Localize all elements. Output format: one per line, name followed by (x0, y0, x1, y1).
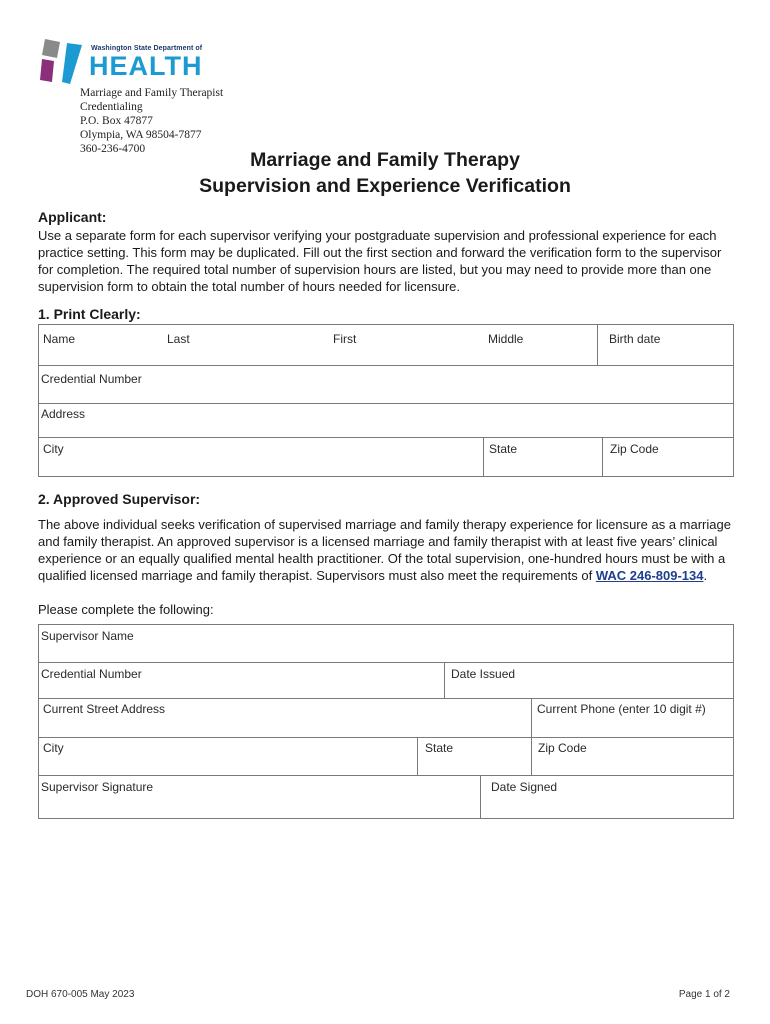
form-title-line2: Supervision and Experience Verification (199, 175, 571, 197)
supervisor-instructions-text: The above individual seeks verification of supervised marriage and family therapy experience for licensure as a marriage and family therapist. An approved supervisor is a licensed marriage and family therapist with at least five years’ clinical experience or an equally qualified mental health practitioner. Of the total supervision, one-hundred hours must be with a qualified licensed marriage and family therapist. Supervisors must also meet the requirements of (38, 517, 731, 583)
birth-date-label: Birth date (609, 332, 661, 346)
credential-row[interactable] (39, 365, 733, 404)
supervisor-info-form (38, 624, 734, 819)
supervisor-city-row[interactable] (39, 737, 733, 776)
address-line: Olympia, WA 98504-7877 (80, 129, 202, 141)
state-label: State (489, 442, 518, 456)
divider (480, 776, 481, 819)
name-label: Name (43, 332, 76, 346)
city-row[interactable] (39, 437, 733, 477)
form-id: DOH 670-005 May 2023 (26, 989, 135, 1000)
please-complete-text: Please complete the following: (38, 602, 214, 617)
form-title-line1: Marriage and Family Therapy (250, 149, 520, 171)
org-small-name: Washington State Department of (91, 45, 203, 52)
supervisor-name-label: Supervisor Name (41, 629, 134, 643)
supervisor-name-row[interactable] (39, 625, 733, 662)
supervisor-state-label: State (425, 741, 454, 755)
section1-heading: 1. Print Clearly: (38, 306, 141, 322)
divider (444, 663, 445, 699)
address-line: P.O. Box 47877 (80, 115, 153, 127)
divider (417, 738, 418, 776)
supervisor-credential-label: Credential Number (41, 667, 142, 681)
applicant-instructions: Use a separate form for each supervisor verifying your postgraduate supervision and professional experience for each practice setting. This form may be duplicated. Fill out the first section and forward the verification form to the supervisor for completion. The required total number of supervision hours are listed, but you may need to provide more than one supervision form to obtain the total number of hours needed for licensure. (38, 228, 722, 294)
phone-label: Current Phone (enter 10 digit #) (537, 702, 706, 716)
city-label: City (43, 442, 64, 456)
supervisor-instructions (38, 516, 738, 584)
wac-link[interactable]: WAC 246-809-134 (595, 568, 704, 583)
date-issued-label: Date Issued (451, 667, 516, 681)
applicant-heading: Applicant: (38, 209, 107, 225)
section2-heading: 2. Approved Supervisor: (38, 491, 201, 507)
page-number: Page 1 of 2 (678, 989, 730, 1000)
middle-name-label: Middle (488, 332, 524, 346)
applicant-info-form (38, 324, 734, 477)
address-line: Marriage and Family Therapist (80, 87, 224, 99)
first-name-label: First (333, 332, 357, 346)
office-address (80, 86, 223, 156)
supervisor-city-label: City (43, 741, 64, 755)
supervisor-credential-row[interactable] (39, 662, 733, 699)
instructions-period: . (703, 568, 708, 583)
street-address-label: Current Street Address (43, 702, 166, 716)
address-row[interactable] (39, 403, 733, 438)
divider (531, 738, 532, 776)
supervisor-zip-label: Zip Code (538, 741, 587, 755)
divider (531, 699, 532, 738)
divider (597, 325, 598, 365)
zip-code-label: Zip Code (610, 442, 659, 456)
org-large-name: HEALTH (89, 51, 203, 81)
address-label: Address (41, 407, 86, 421)
date-signed-label: Date Signed (491, 780, 558, 794)
divider (602, 438, 603, 477)
divider (483, 438, 484, 477)
name-row[interactable] (39, 325, 733, 365)
signature-label: Supervisor Signature (41, 780, 154, 794)
address-line: Credentialing (80, 101, 143, 113)
street-address-row[interactable] (39, 698, 733, 738)
credential-number-label: Credential Number (41, 372, 142, 386)
signature-row[interactable] (39, 775, 733, 819)
address-line: 360-236-4700 (80, 143, 146, 155)
last-name-label: Last (167, 332, 190, 346)
